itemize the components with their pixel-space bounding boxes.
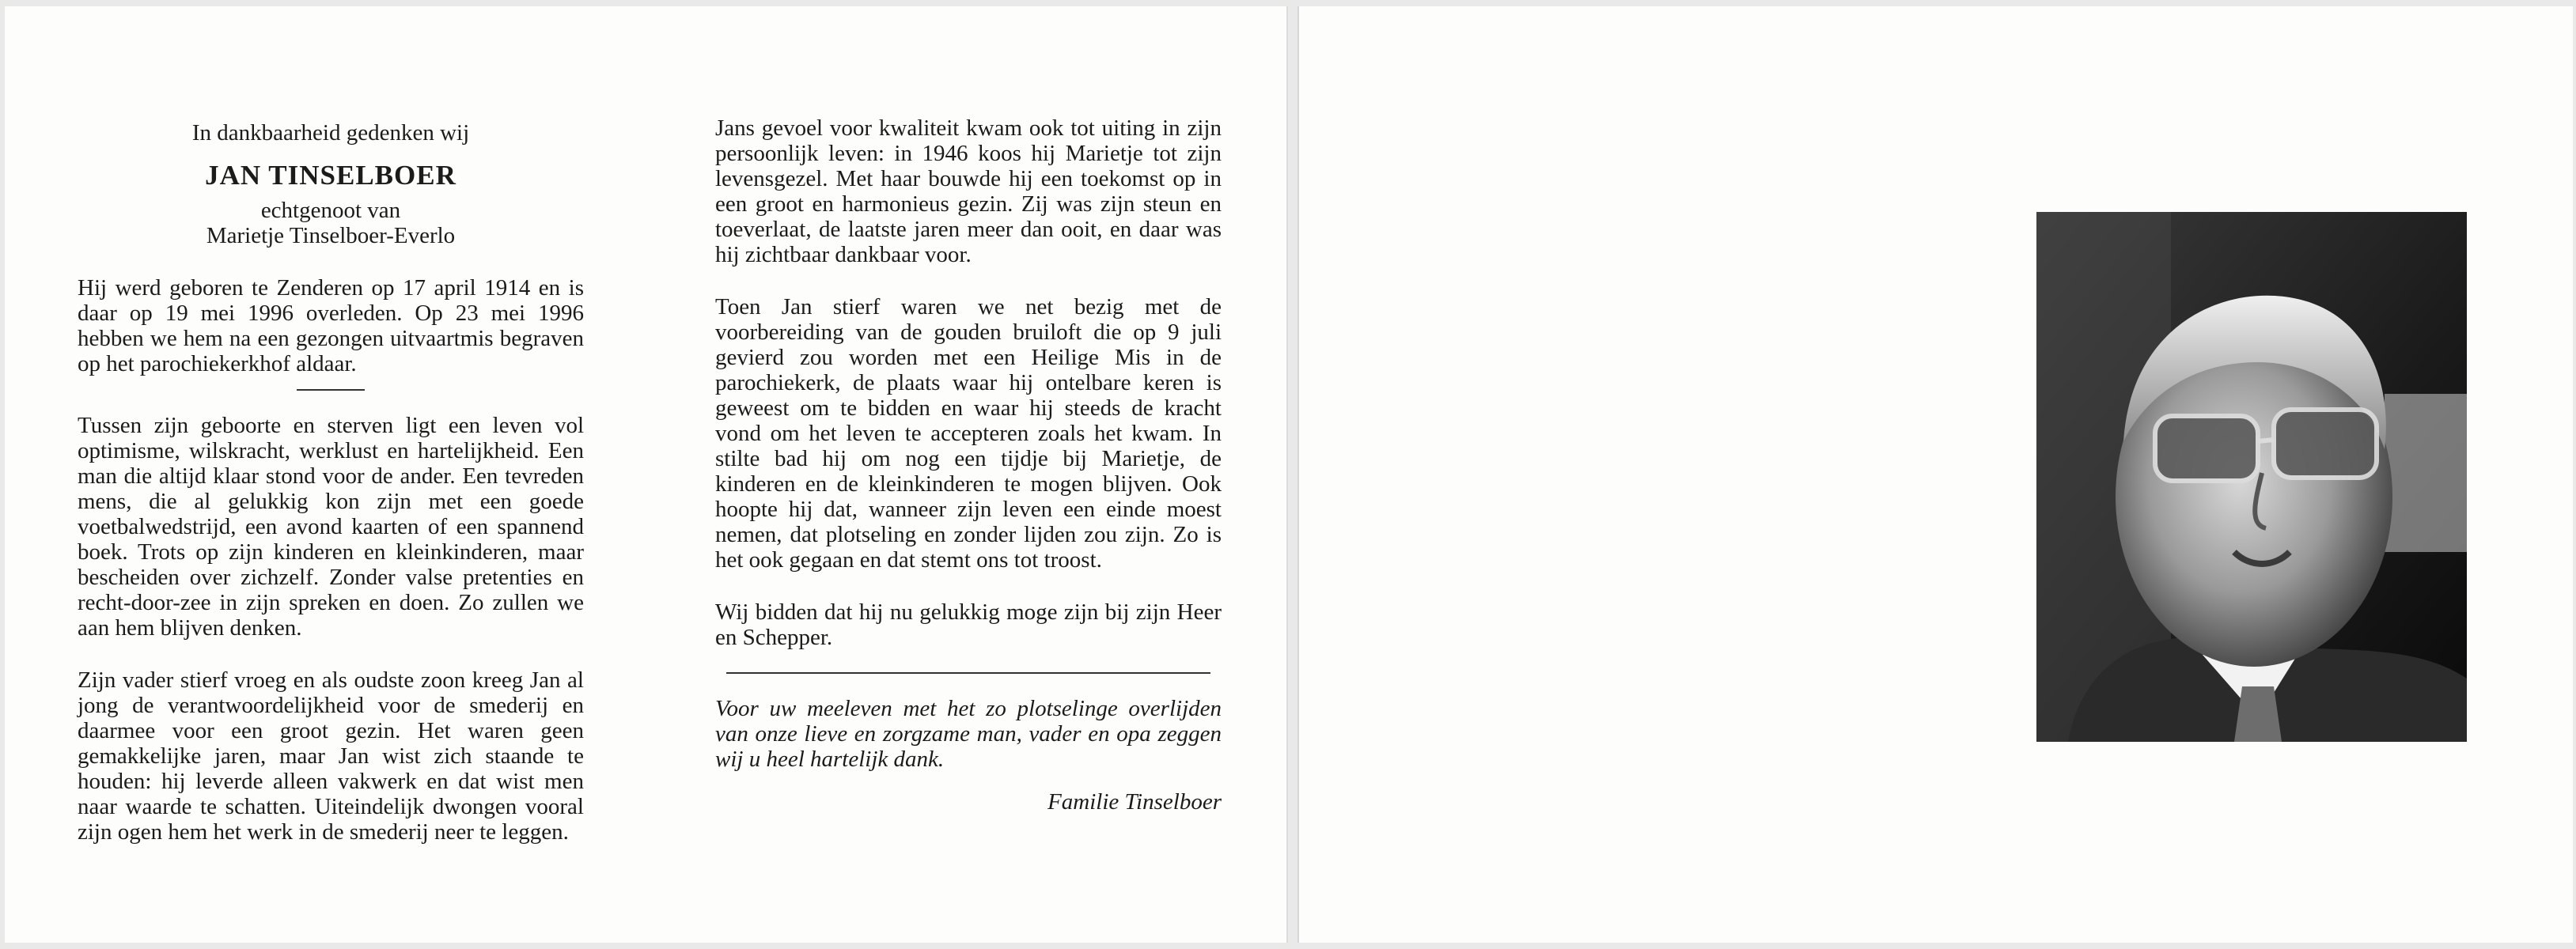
paragraph-birth-death: Hij werd geboren te Zenderen op 17 april 1914 en is daar op 19 mei 1996 overleden. Op 23 mei 1996 hebben we hem na een gezongen uitvaartmis begraven op het parochiekerkhof aldaar. [78, 275, 584, 376]
short-divider [297, 389, 365, 391]
paragraph-smithy: Zijn vader stierf vroeg en als oudste zoon kreeg Jan al jong de verantwoordelijkheid voor de smederij en daarmee voor een groot gezin. Het waren geen gemakkelijke jaren, maar Jan wist zich staande te houden: hij leverde alleen vakwerk en dat wist men naar waarde te schatten. Uiteindelijk dwongen vooral zijn ogen hem het werk in de smederij neer te leggen. [78, 667, 584, 845]
portrait-illustration [2036, 212, 2467, 742]
glasses-left-lens [2155, 416, 2258, 481]
intro-line: In dankbaarheid gedenken wij [191, 120, 470, 146]
paragraph-character: Tussen zijn geboorte en sterven ligt een leven vol optimisme, wilskracht, werklust en hartelijkheid. Een man die altijd klaar stond voor de ander. Een tevreden mens, die al gelukkig kon zijn met een goede voetbalwedstrijd, een avond kaarten of een spannend boek. Trots op zijn kinderen en kleinkinderen, maar bescheiden over zichzelf. Zonder valse pretenties en recht-door-zee in zijn spreken en doen. Zo zullen we aan hem blijven denken. [78, 413, 584, 641]
glasses-right-lens [2274, 410, 2377, 478]
spouse-label: echtgenoot van [260, 198, 401, 223]
text-column-left [78, 115, 584, 871]
paragraph-marriage: Jans gevoel voor kwaliteit kwam ook tot uiting in zijn persoonlijk leven: in 1946 koos hij Marietje tot zijn levensgezel. Met haar bouwde hij een toekomst op in een groot en harmonieus gezin. Zij was zijn steun en toeverlaat, de laatste jaren meer dan ooit, en daar was hij zichtbaar dankbaar voor. [715, 115, 1222, 267]
paragraph-golden-wedding: Toen Jan stierf waren we net bezig met de voorbereiding van de gouden bruiloft die op 9 juli gevierd zou worden met een Heilige Mis in de parochiekerk, de plaats waar hij ontelbare keren is geweest om te bidden en waar hij steeds de kracht vond om het leven te accepteren zoals het kwam. In stilte bad hij om nog een tijdje bij Marietje, de kinderen en de kleinkinderen te mogen blijven. Ook hoopte hij dat, wanneer zijn leven een einde moest nemen, dat plotseling en zonder lijden zou zijn. Zo is het ook gegaan en dat stemt ons tot troost. [715, 294, 1222, 573]
deceased-name: JAN TINSELBOER [205, 160, 456, 191]
portrait-photo-icon [2036, 212, 2467, 742]
spouse-name: Marietje Tinselboer-Everlo [206, 223, 456, 248]
card-inner-spread [5, 6, 1288, 943]
thanks-text: Voor uw meeleven met het zo plotselinge overlijden van onze lieve en zorgzame man, vader en opa zeggen wij u heel hartelijk dank. [715, 696, 1222, 772]
family-signature: Familie Tinselboer [1047, 789, 1222, 815]
paragraph-prayer: Wij bidden dat hij nu gelukkig moge zijn bij zijn Heer en Schepper. [715, 599, 1222, 650]
tie-shape [2234, 686, 2282, 742]
long-divider [726, 672, 1210, 674]
photo-background-window [2385, 394, 2467, 552]
text-column-right [715, 115, 1222, 815]
glasses-bridge [2258, 440, 2274, 441]
